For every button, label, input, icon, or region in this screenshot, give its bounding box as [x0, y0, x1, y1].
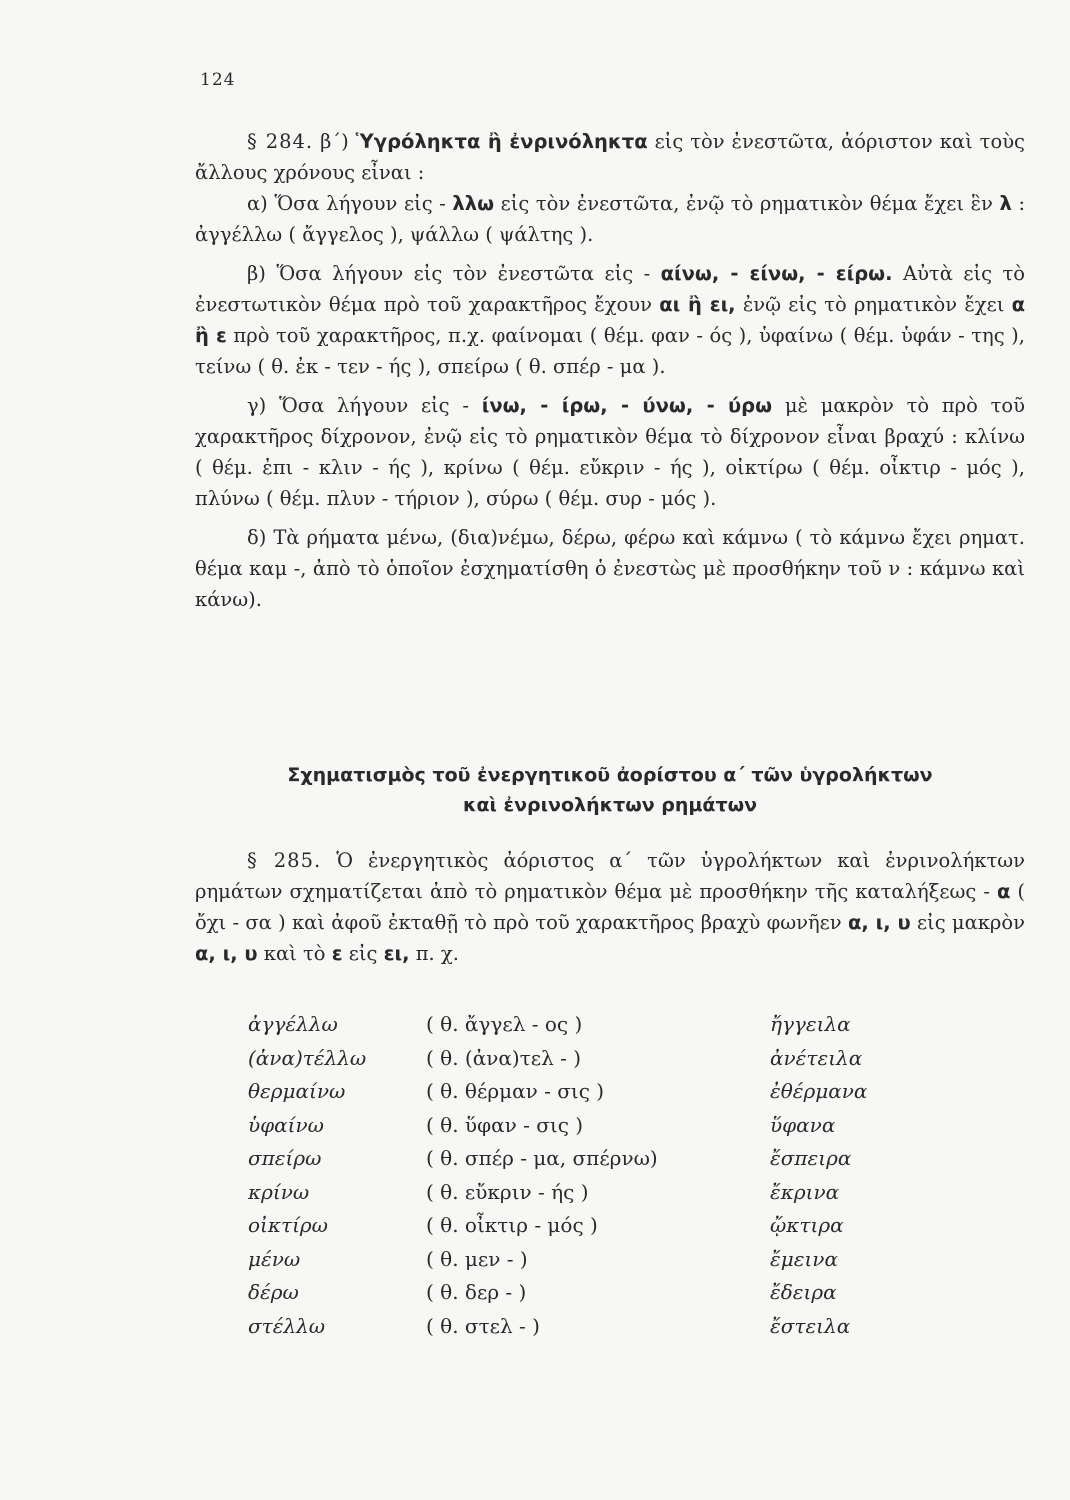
text-285-2: ( ὄχι - σα ) καὶ ἀφοῦ ἐκταθῇ τὸ πρὸ τοῦ χαρακτῆρος βραχὺ φωνῆεν: [195, 880, 1025, 934]
beta-vowels: α ἢ ε: [195, 293, 1026, 347]
beta-rest: πρὸ τοῦ χαρακτῆρος, π.χ. φαίνομαι ( θέμ. φαν - ός ), ὑφαίνω ( θέμ. ὑφάν - της ), τείνω ( θ. ἐκ - τεν - ής ), σπείρω ( θ. σπέρ - μα ).: [195, 324, 1025, 378]
present-form: θερμαίνω: [248, 1079, 346, 1103]
paragraph-gamma: [195, 390, 1025, 514]
section-heading: Ὑγρόληκτα ἢ ἐνρινόληκτα: [355, 130, 648, 153]
paragraph-284-intro: [195, 126, 1025, 188]
stem-form: ( θ. ἄγγελ - ος ): [426, 1012, 583, 1036]
aorist-form: ἔσπειρα: [770, 1146, 852, 1170]
gamma-endings: ίνω, - ίρω, - ύνω, - ύρω: [481, 394, 773, 417]
stem-form: ( θ. οἶκτιρ - μός ): [426, 1213, 598, 1237]
aorist-form: ἔκρινα: [770, 1179, 840, 1204]
beta-mid2: ἐνῷ εἰς τὸ ρηματικὸν ἔχει: [742, 293, 1005, 316]
aorist-form: ἤγγειλα: [770, 1012, 851, 1036]
section-title: [195, 760, 1025, 820]
aorist-form: ὕφανα: [770, 1112, 836, 1137]
stem-form: ( θ. μεν - ): [426, 1246, 528, 1271]
present-form: στέλλω: [248, 1313, 326, 1338]
alpha-lambda: λ: [999, 192, 1012, 215]
paragraph-delta: δ) Τὰ ρήματα μένω, (δια)νέμω, δέρω, φέρω καὶ κάμνω ( τὸ κάμνω ἔχει ρηματ. θέμα καμ -, ἀπὸ τὸ ὁποῖον ἐσχηματίσθη ὁ ἐνεστὼς μὲ προσθήκην τοῦ ν : κάμνω καὶ κάνω).: [195, 526, 1025, 611]
section-number: § 284.: [247, 130, 314, 153]
stem-form: ( θ. στελ - ): [426, 1313, 540, 1338]
beta-mid: Αὐτὰ εἰς τὸ ἐνεστωτικὸν θέμα πρὸ τοῦ χαρακτῆρος ἔχουν: [195, 262, 1026, 316]
aorist-form: ἔστειλα: [770, 1313, 851, 1338]
page-number: 124: [200, 70, 236, 90]
aorist-form: ἔμεινα: [770, 1246, 838, 1271]
present-form: δέρω: [248, 1280, 299, 1304]
stem-form: ( θ. (ἀνα)τελ - ): [426, 1045, 582, 1070]
alpha-examples: : ἀγγέλλω ( ἄγγελος ), ψάλλω ( ψάλτης ).: [195, 192, 1026, 246]
alpha-prefix: α) Ὅσα λήγουν εἰς -: [247, 192, 446, 215]
present-form: κρίνω: [248, 1179, 310, 1204]
ei-diphthong: ει,: [383, 942, 410, 965]
stem-form: ( θ. δερ - ): [426, 1280, 527, 1304]
aorist-form: ἀνέτειλα: [770, 1045, 863, 1070]
present-form: οἰκτίρω: [248, 1213, 328, 1237]
stem-form: ( θ. εὔκριν - ής ): [426, 1179, 589, 1204]
text-285-3: εἰς μακρὸν: [916, 911, 1025, 934]
beta-diphthongs: αι ἢ ει,: [659, 293, 736, 316]
stem-form: ( θ. σπέρ - μα, σπέρνω): [426, 1146, 658, 1170]
section-title-line1: Σχηματισμὸς τοῦ ἐνεργητικοῦ ἀορίστου α΄ τῶν ὑγρολήκτων: [287, 764, 933, 786]
section-284: [195, 126, 1025, 615]
stem-form: ( θ. ὕφαν - σις ): [426, 1112, 584, 1137]
stem-form: ( θ. θέρμαν - σις ): [426, 1079, 605, 1103]
aorist-form: ἔδειρα: [770, 1280, 837, 1304]
paragraph-alpha: [195, 188, 1025, 250]
text-285-6: π. χ.: [415, 942, 459, 965]
present-form: μένω: [248, 1246, 301, 1271]
aorist-form: ἐθέρμανα: [770, 1079, 868, 1103]
section-number: § 285.: [247, 849, 322, 872]
section-285: [195, 845, 1025, 969]
gamma-rest: μὲ μακρὸν τὸ πρὸ τοῦ χαρακτῆρος δίχρονον, ἐνῷ εἰς τὸ ρηματικὸν θέμα τὸ δίχρονον εἶναι βραχύ : κλίνω ( θέμ. ἐπι - κλιν - ής ), κρίνω ( θέμ. εὔκριν - ής ), οἰκτίρω ( θέμ. οἶκτιρ - μός ), πλύνω ( θέμ. πλυν - τήριον ), σύρω ( θέμ. συρ - μός ).: [195, 394, 1026, 510]
section-title-line2: καὶ ἐνρινολήκτων ρημάτων: [462, 794, 758, 816]
ending-alpha: α: [996, 880, 1011, 903]
alpha-ending: λλω: [452, 192, 495, 215]
beta-endings: αίνω, - είνω, - είρω.: [660, 262, 893, 285]
long-vowels: α, ι, υ: [195, 942, 258, 965]
text-285-4: καὶ τὸ: [263, 942, 326, 965]
epsilon: ε: [331, 942, 343, 965]
short-vowels: α, ι, υ: [847, 911, 911, 934]
text-285-1: Ὁ ἐνεργητικὸς ἀόριστος α΄ τῶν ὑγρολήκτων καὶ ἐνρινολήκτων ρημάτων σχηματίζεται ἀπὸ τὸ ρηματικὸν θέμα μὲ προσθήκην τῆς καταλήξεως -: [195, 849, 1026, 903]
text-285-5: εἰς: [348, 942, 378, 965]
paragraph-beta: [195, 258, 1025, 382]
gamma-prefix: γ) Ὅσα λήγουν εἰς -: [247, 394, 469, 417]
alpha-mid: εἰς τὸν ἐνεστῶτα, ἐνῷ τὸ ρηματικὸν θέμα ἔχει ἓν: [500, 192, 993, 215]
present-form: σπείρω: [248, 1146, 322, 1170]
subsection-marker: β΄): [320, 130, 349, 153]
intro-text: εἰς τὸν ἐνεστῶτα, ἀόριστον καὶ τοὺς ἄλλους χρόνους εἶναι :: [195, 130, 1025, 184]
present-form: (ἀνα)τέλλω: [248, 1045, 367, 1070]
beta-prefix: β) Ὅσα λήγουν εἰς τὸν ἐνεστῶτα εἰς -: [247, 262, 651, 285]
present-form: ὑφαίνω: [248, 1112, 324, 1137]
aorist-form: ᾤκτιρα: [770, 1213, 844, 1237]
present-form: ἀγγέλλω: [248, 1012, 338, 1036]
paragraph-285: [195, 845, 1025, 969]
